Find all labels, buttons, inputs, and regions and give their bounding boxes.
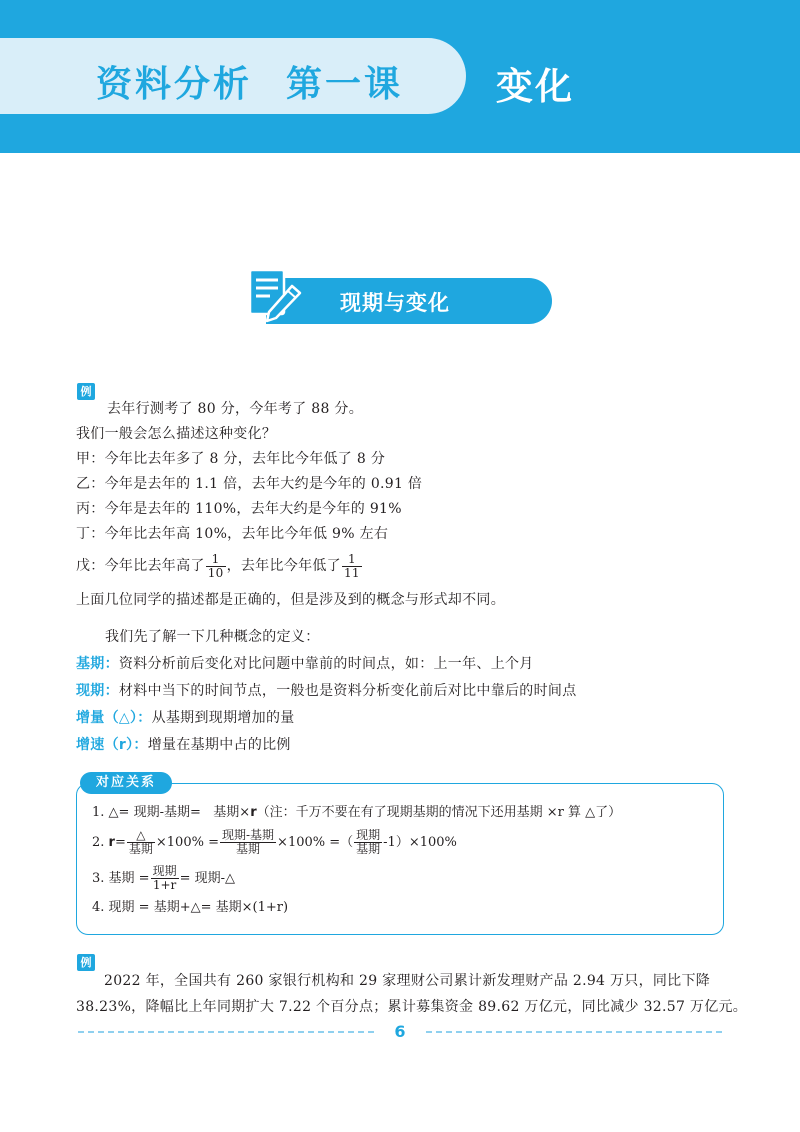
example2-line-1: 2022 年，全国共有 260 家银行机构和 29 家理财公司累计新发理财产品 2.94 万只，同比下降	[104, 973, 711, 989]
relation-rhs: = 现期-△	[179, 871, 236, 886]
definition-growth-rate	[76, 735, 291, 755]
fraction-numerator: 现期	[152, 864, 177, 878]
relation-note: （注：千万不要在有了现期基期的情况下还用基期 ×r 算 △了）	[256, 805, 622, 820]
fraction-denominator: 基期	[356, 842, 381, 856]
fraction-denominator: 基期	[128, 842, 153, 856]
fraction-denominator: 基期	[236, 842, 261, 856]
relation-tail: -1）×100%	[383, 835, 457, 850]
fraction-denominator: 1+r	[152, 878, 177, 892]
fraction-numerator: 1	[206, 553, 226, 567]
fraction-numerator: 1	[342, 553, 362, 567]
relation-equals: =	[114, 835, 126, 850]
definition-term: 增量（△）：	[76, 710, 152, 726]
definition-text: 从基期到现期增加的量	[151, 710, 295, 726]
relation-percent: ×100% =（	[277, 835, 354, 850]
relation-line-1	[92, 804, 621, 822]
fraction-numerator: 现期	[356, 828, 381, 842]
answer-bing: 丙：今年是去年的 110%，去年大约是今年的 91%	[76, 501, 402, 517]
answer-jia: 甲：今年比去年多了 8 分，去年比今年低了 8 分	[76, 451, 386, 467]
definition-text: 增量在基期中占的比例	[147, 737, 291, 753]
definitions-intro: 我们先了解一下几种概念的定义：	[105, 629, 320, 645]
relation-rate-symbol: r	[250, 805, 257, 820]
relation-line-4: 4. 现期 = 基期+△= 基期×(1+r)	[92, 900, 289, 915]
relation-base-term: 基期	[213, 805, 240, 820]
fraction-numerator: 现期-基期	[221, 828, 275, 842]
definition-current-period	[76, 681, 577, 701]
notepad-pencil-icon	[248, 266, 304, 324]
example2-line-2: 38.23%，降幅比上年同期扩大 7.22 个百分点；累计募集资金 89.62 万亿元，同比减少 32.57 万亿元。	[76, 999, 748, 1015]
page-number: 6	[394, 1022, 406, 1041]
example-tag: 例	[77, 383, 95, 400]
fraction-diff-over-base	[220, 829, 276, 856]
relation-equation: △= 现期-基期=	[108, 805, 201, 820]
relation-times: ×	[239, 805, 251, 820]
example-question: 我们一般会怎么描述这种变化？	[76, 426, 277, 442]
fraction-increment-over-base	[127, 829, 155, 856]
definition-increment	[76, 708, 295, 728]
fraction-current-over-growth	[151, 865, 179, 892]
answer-wu	[76, 552, 363, 580]
relations-tag: 对应关系	[80, 772, 172, 794]
header-subject: 资料分析	[96, 64, 253, 105]
section-title: 现期与变化	[340, 291, 450, 315]
footer-divider-left	[78, 1031, 374, 1033]
relation-percent: ×100% =	[155, 835, 219, 850]
example-tag: 例	[77, 954, 95, 971]
relation-line-3	[92, 864, 235, 894]
section-banner	[248, 278, 552, 324]
fraction-denominator: 10	[207, 565, 224, 580]
header-topic: 变化	[496, 65, 574, 108]
relation-number: 1.	[92, 805, 105, 820]
fraction-numerator: △	[127, 829, 155, 843]
relation-rate-symbol: r	[108, 835, 115, 850]
relation-number: 2.	[92, 835, 105, 850]
relation-line-2	[92, 828, 457, 858]
header-lesson-title	[96, 56, 403, 107]
definition-text: 资料分析前后变化对比问题中靠前的时间点，如：上一年、上个月	[118, 656, 534, 672]
answer-yi: 乙：今年是去年的 1.1 倍，去年大约是今年的 0.91 倍	[76, 476, 423, 492]
definition-term: 基期：	[76, 656, 119, 672]
footer-divider-right	[426, 1031, 722, 1033]
fraction-one-eleventh	[342, 553, 362, 580]
example-intro: 去年行测考了 80 分，今年考了 88 分。	[107, 401, 364, 417]
answer-ding: 丁：今年比去年高 10%，去年比今年低 9% 左右	[76, 526, 389, 542]
fraction-current-over-base	[354, 829, 382, 856]
example-conclusion: 上面几位同学的描述都是正确的，但是涉及到的概念与形式却不同。	[76, 592, 505, 608]
fraction-denominator: 11	[343, 565, 360, 580]
relation-lhs: 基期 =	[108, 871, 150, 886]
answer-wu-prefix: 戊：今年比去年高了	[76, 558, 205, 574]
answer-wu-middle: ，去年比今年低了	[226, 558, 341, 574]
relation-number: 3.	[92, 871, 105, 886]
definition-term: 现期：	[76, 683, 119, 699]
definition-term: 增速（r）：	[76, 737, 148, 753]
header-lesson: 第一课	[286, 64, 404, 105]
definition-text: 材料中当下的时间节点，一般也是资料分析变化前后对比中靠后的时间点	[118, 683, 577, 699]
fraction-one-tenth	[206, 553, 226, 580]
definition-base-period	[76, 654, 534, 674]
